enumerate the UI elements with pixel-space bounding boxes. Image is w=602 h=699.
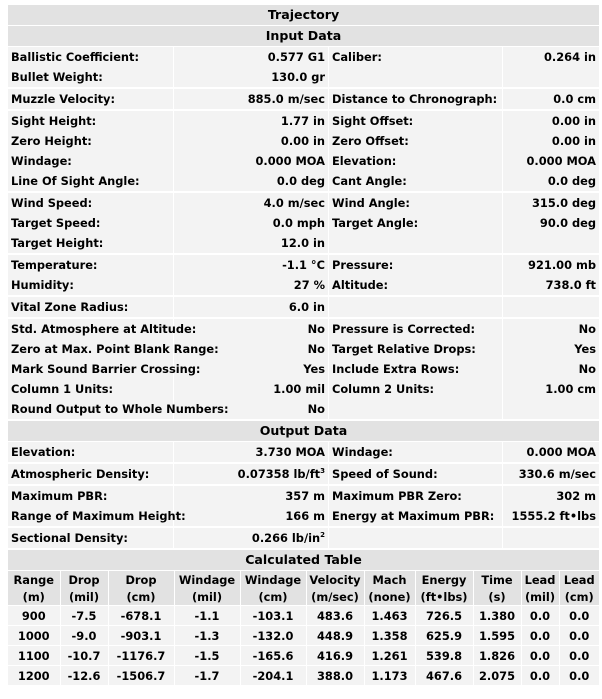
field-label: Speed of Sound: <box>329 464 503 484</box>
field-value: 27 % <box>174 275 329 295</box>
table-cell: 1.826 <box>473 646 521 666</box>
unit-exponent: 3 <box>320 467 325 476</box>
table-cell: 2.075 <box>473 666 521 686</box>
table-cell: 388.0 <box>306 666 364 686</box>
table-cell: -1176.7 <box>108 646 174 666</box>
field-row <box>8 171 599 191</box>
report-title: Trajectory <box>8 5 599 26</box>
column-header: Velocity <box>306 571 364 588</box>
table-cell: 467.6 <box>415 666 473 686</box>
table-cell: 625.9 <box>415 626 473 646</box>
field-value: No <box>578 362 596 376</box>
field-row <box>8 486 599 506</box>
field-value: 0.264 in <box>543 50 596 64</box>
field-label: Round Output to Whole Numbers: <box>8 399 174 419</box>
field-value <box>174 464 329 484</box>
field-row <box>8 442 599 462</box>
table-cell: -10.7 <box>60 646 108 666</box>
field-value <box>503 67 599 87</box>
field-value: 90.0 deg <box>539 216 596 230</box>
field-label: Column 1 Units: <box>8 379 174 399</box>
field-value: 0.0 deg <box>547 174 596 188</box>
field-value: 6.0 in <box>174 297 329 317</box>
field-row <box>8 213 599 233</box>
table-cell: -9.0 <box>60 626 108 646</box>
field-label: Ballistic Coefficient: <box>8 47 174 67</box>
column-header: Mach <box>364 571 415 588</box>
field-label: Atmospheric Density: <box>8 464 174 484</box>
table-cell: 0.0 <box>559 606 599 626</box>
table-cell: 1200 <box>8 666 60 686</box>
field-value <box>503 399 599 419</box>
field-value: 12.0 in <box>174 233 329 253</box>
field-group <box>8 47 599 89</box>
field-label: Maximum PBR Zero: <box>329 486 503 506</box>
table-cell: -1.5 <box>174 646 240 666</box>
column-header: Lead <box>521 571 559 588</box>
field-label: Pressure: <box>329 255 503 275</box>
field-row <box>8 506 599 526</box>
field-value: 330.6 m/sec <box>518 467 596 481</box>
field-label <box>329 67 503 87</box>
input-data-section <box>8 47 599 421</box>
field-value: 166 m <box>174 506 329 526</box>
table-cell: -7.5 <box>60 606 108 626</box>
column-header: Windage <box>240 571 306 588</box>
field-label: Column 2 Units: <box>329 379 503 399</box>
table-cell: 539.8 <box>415 646 473 666</box>
field-label: Sight Offset: <box>329 111 503 131</box>
column-unit: (s) <box>473 588 521 606</box>
field-value <box>503 528 599 548</box>
field-row <box>8 339 599 359</box>
column-unit: (cm) <box>240 588 306 606</box>
field-label: Distance to Chronograph: <box>329 89 503 109</box>
field-group <box>8 255 599 297</box>
column-header: Drop <box>60 571 108 588</box>
column-header: Time <box>473 571 521 588</box>
field-value: 885.0 m/sec <box>174 89 329 109</box>
field-label: Wind Angle: <box>329 193 503 213</box>
field-value: 302 m <box>556 489 596 503</box>
field-label: Humidity: <box>8 275 174 295</box>
field-value-text: 0.266 lb/in <box>251 531 321 545</box>
field-group <box>8 442 599 464</box>
field-row <box>8 464 599 484</box>
field-value: 1.00 mil <box>174 379 329 399</box>
field-group <box>8 111 599 193</box>
field-label <box>329 528 503 548</box>
field-value: 315.0 deg <box>531 196 596 210</box>
column-unit: (ft•lbs) <box>415 588 473 606</box>
field-label: Sight Height: <box>8 111 174 131</box>
field-value: No <box>578 322 596 336</box>
column-unit: (cm) <box>559 588 599 606</box>
column-unit: (m/sec) <box>306 588 364 606</box>
calculated-table <box>8 571 599 685</box>
field-row <box>8 275 599 295</box>
field-label: Wind Speed: <box>8 193 174 213</box>
table-cell: -1506.7 <box>108 666 174 686</box>
field-label: Target Height: <box>8 233 174 253</box>
table-row <box>8 606 599 626</box>
table-cell: 416.9 <box>306 646 364 666</box>
field-label: Sectional Density: <box>8 528 174 548</box>
table-cell: -103.1 <box>240 606 306 626</box>
field-label: Line Of Sight Angle: <box>8 171 174 191</box>
field-group <box>8 528 599 550</box>
table-cell: 1.463 <box>364 606 415 626</box>
calc-body <box>8 606 599 686</box>
field-row <box>8 359 599 379</box>
field-label: Vital Zone Radius: <box>8 297 174 317</box>
field-value: 0.000 MOA <box>526 154 596 168</box>
column-header: Drop <box>108 571 174 588</box>
column-header: Windage <box>174 571 240 588</box>
field-row <box>8 379 599 399</box>
field-row <box>8 151 599 171</box>
table-cell: 1.358 <box>364 626 415 646</box>
column-unit: (mil) <box>174 588 240 606</box>
table-cell: 1100 <box>8 646 60 666</box>
field-row <box>8 297 599 317</box>
field-value <box>174 528 329 548</box>
table-cell: 1.261 <box>364 646 415 666</box>
field-row <box>8 233 599 253</box>
field-row <box>8 111 599 131</box>
field-group <box>8 193 599 255</box>
table-cell: -678.1 <box>108 606 174 626</box>
table-cell: -165.6 <box>240 646 306 666</box>
field-value: 0.000 MOA <box>526 445 596 459</box>
table-row <box>8 646 599 666</box>
table-cell: 483.6 <box>306 606 364 626</box>
field-value: 0.577 G1 <box>174 47 329 67</box>
table-cell: -1.1 <box>174 606 240 626</box>
calc-header-row <box>8 571 599 588</box>
column-unit: (mil) <box>521 588 559 606</box>
field-group <box>8 486 599 528</box>
field-label: Std. Atmosphere at Altitude: <box>8 319 174 339</box>
field-label: Range of Maximum Height: <box>8 506 174 526</box>
table-cell: 0.0 <box>559 646 599 666</box>
field-value: 130.0 gr <box>174 67 329 87</box>
table-cell: -1.3 <box>174 626 240 646</box>
field-value: 0.0 mph <box>174 213 329 233</box>
table-cell: 0.0 <box>559 666 599 686</box>
field-row <box>8 255 599 275</box>
table-cell: -1.7 <box>174 666 240 686</box>
field-value: 738.0 ft <box>545 278 596 292</box>
field-value-text: 0.07358 lb/ft <box>237 467 321 481</box>
table-cell: 0.0 <box>521 646 559 666</box>
field-group <box>8 297 599 319</box>
field-label: Maximum PBR: <box>8 486 174 506</box>
field-group <box>8 464 599 486</box>
field-value: 921.00 mb <box>528 258 596 272</box>
table-cell: 900 <box>8 606 60 626</box>
column-header: Energy <box>415 571 473 588</box>
field-label: Cant Angle: <box>329 171 503 191</box>
field-row <box>8 89 599 109</box>
table-cell: -12.6 <box>60 666 108 686</box>
field-value: 3.730 MOA <box>174 442 329 462</box>
field-value: No <box>174 339 329 359</box>
field-row <box>8 47 599 67</box>
field-row <box>8 319 599 339</box>
field-label: Energy at Maximum PBR: <box>329 506 503 526</box>
field-value: Yes <box>574 342 596 356</box>
table-cell: 0.0 <box>521 666 559 686</box>
table-cell: 1.380 <box>473 606 521 626</box>
field-row <box>8 131 599 151</box>
field-label: Caliber: <box>329 47 503 67</box>
field-row <box>8 67 599 87</box>
column-unit: (mil) <box>60 588 108 606</box>
column-unit: (m) <box>8 588 60 606</box>
field-label: Muzzle Velocity: <box>8 89 174 109</box>
field-value: 0.00 in <box>551 134 596 148</box>
field-value: 0.00 in <box>551 114 596 128</box>
table-cell: 1.173 <box>364 666 415 686</box>
field-value: No <box>174 399 329 419</box>
output-data-header: Output Data <box>8 421 599 442</box>
table-cell: 1000 <box>8 626 60 646</box>
table-cell: 0.0 <box>559 626 599 646</box>
field-label: Altitude: <box>329 275 503 295</box>
column-unit: (none) <box>364 588 415 606</box>
field-value: 1555.2 ft•lbs <box>511 509 596 523</box>
field-row <box>8 193 599 213</box>
field-label: Mark Sound Barrier Crossing: <box>8 359 174 379</box>
table-cell: -903.1 <box>108 626 174 646</box>
column-header: Range <box>8 571 60 588</box>
field-label: Zero Offset: <box>329 131 503 151</box>
input-data-header: Input Data <box>8 26 599 47</box>
field-label: Temperature: <box>8 255 174 275</box>
field-label: Zero Height: <box>8 131 174 151</box>
field-value: 1.00 cm <box>545 382 596 396</box>
unit-exponent: 2 <box>320 531 325 540</box>
table-cell: -204.1 <box>240 666 306 686</box>
field-label <box>329 399 503 419</box>
output-data-section <box>8 442 599 550</box>
field-value: No <box>174 319 329 339</box>
table-cell: 1.595 <box>473 626 521 646</box>
field-label: Target Speed: <box>8 213 174 233</box>
field-group <box>8 89 599 111</box>
field-value: 1.77 in <box>174 111 329 131</box>
field-label: Bullet Weight: <box>8 67 174 87</box>
field-label: Windage: <box>329 442 503 462</box>
field-label: Elevation: <box>329 151 503 171</box>
field-value: -1.1 °C <box>174 255 329 275</box>
field-value: Yes <box>174 359 329 379</box>
table-row <box>8 626 599 646</box>
field-row <box>8 399 599 419</box>
column-unit: (cm) <box>108 588 174 606</box>
table-row <box>8 666 599 686</box>
field-label: Zero at Max. Point Blank Range: <box>8 339 174 359</box>
field-label: Target Angle: <box>329 213 503 233</box>
trajectory-report <box>8 5 599 685</box>
field-value <box>503 233 599 253</box>
field-value: 0.0 deg <box>174 171 329 191</box>
field-value: 0.000 MOA <box>174 151 329 171</box>
field-value: 357 m <box>174 486 329 506</box>
field-label: Include Extra Rows: <box>329 359 503 379</box>
field-value: 4.0 m/sec <box>174 193 329 213</box>
field-value: 0.0 cm <box>553 92 596 106</box>
field-label: Windage: <box>8 151 174 171</box>
table-cell: 0.0 <box>521 626 559 646</box>
field-label: Target Relative Drops: <box>329 339 503 359</box>
calc-units-row <box>8 588 599 606</box>
field-value: 0.00 in <box>174 131 329 151</box>
column-header: Lead <box>559 571 599 588</box>
field-row <box>8 528 599 548</box>
field-label: Elevation: <box>8 442 174 462</box>
calculated-table-header: Calculated Table <box>8 550 599 571</box>
table-cell: -132.0 <box>240 626 306 646</box>
field-label <box>329 233 503 253</box>
field-label <box>329 297 503 317</box>
table-cell: 726.5 <box>415 606 473 626</box>
table-cell: 448.9 <box>306 626 364 646</box>
field-group <box>8 319 599 421</box>
field-value <box>503 297 599 317</box>
table-cell: 0.0 <box>521 606 559 626</box>
field-label: Pressure is Corrected: <box>329 319 503 339</box>
